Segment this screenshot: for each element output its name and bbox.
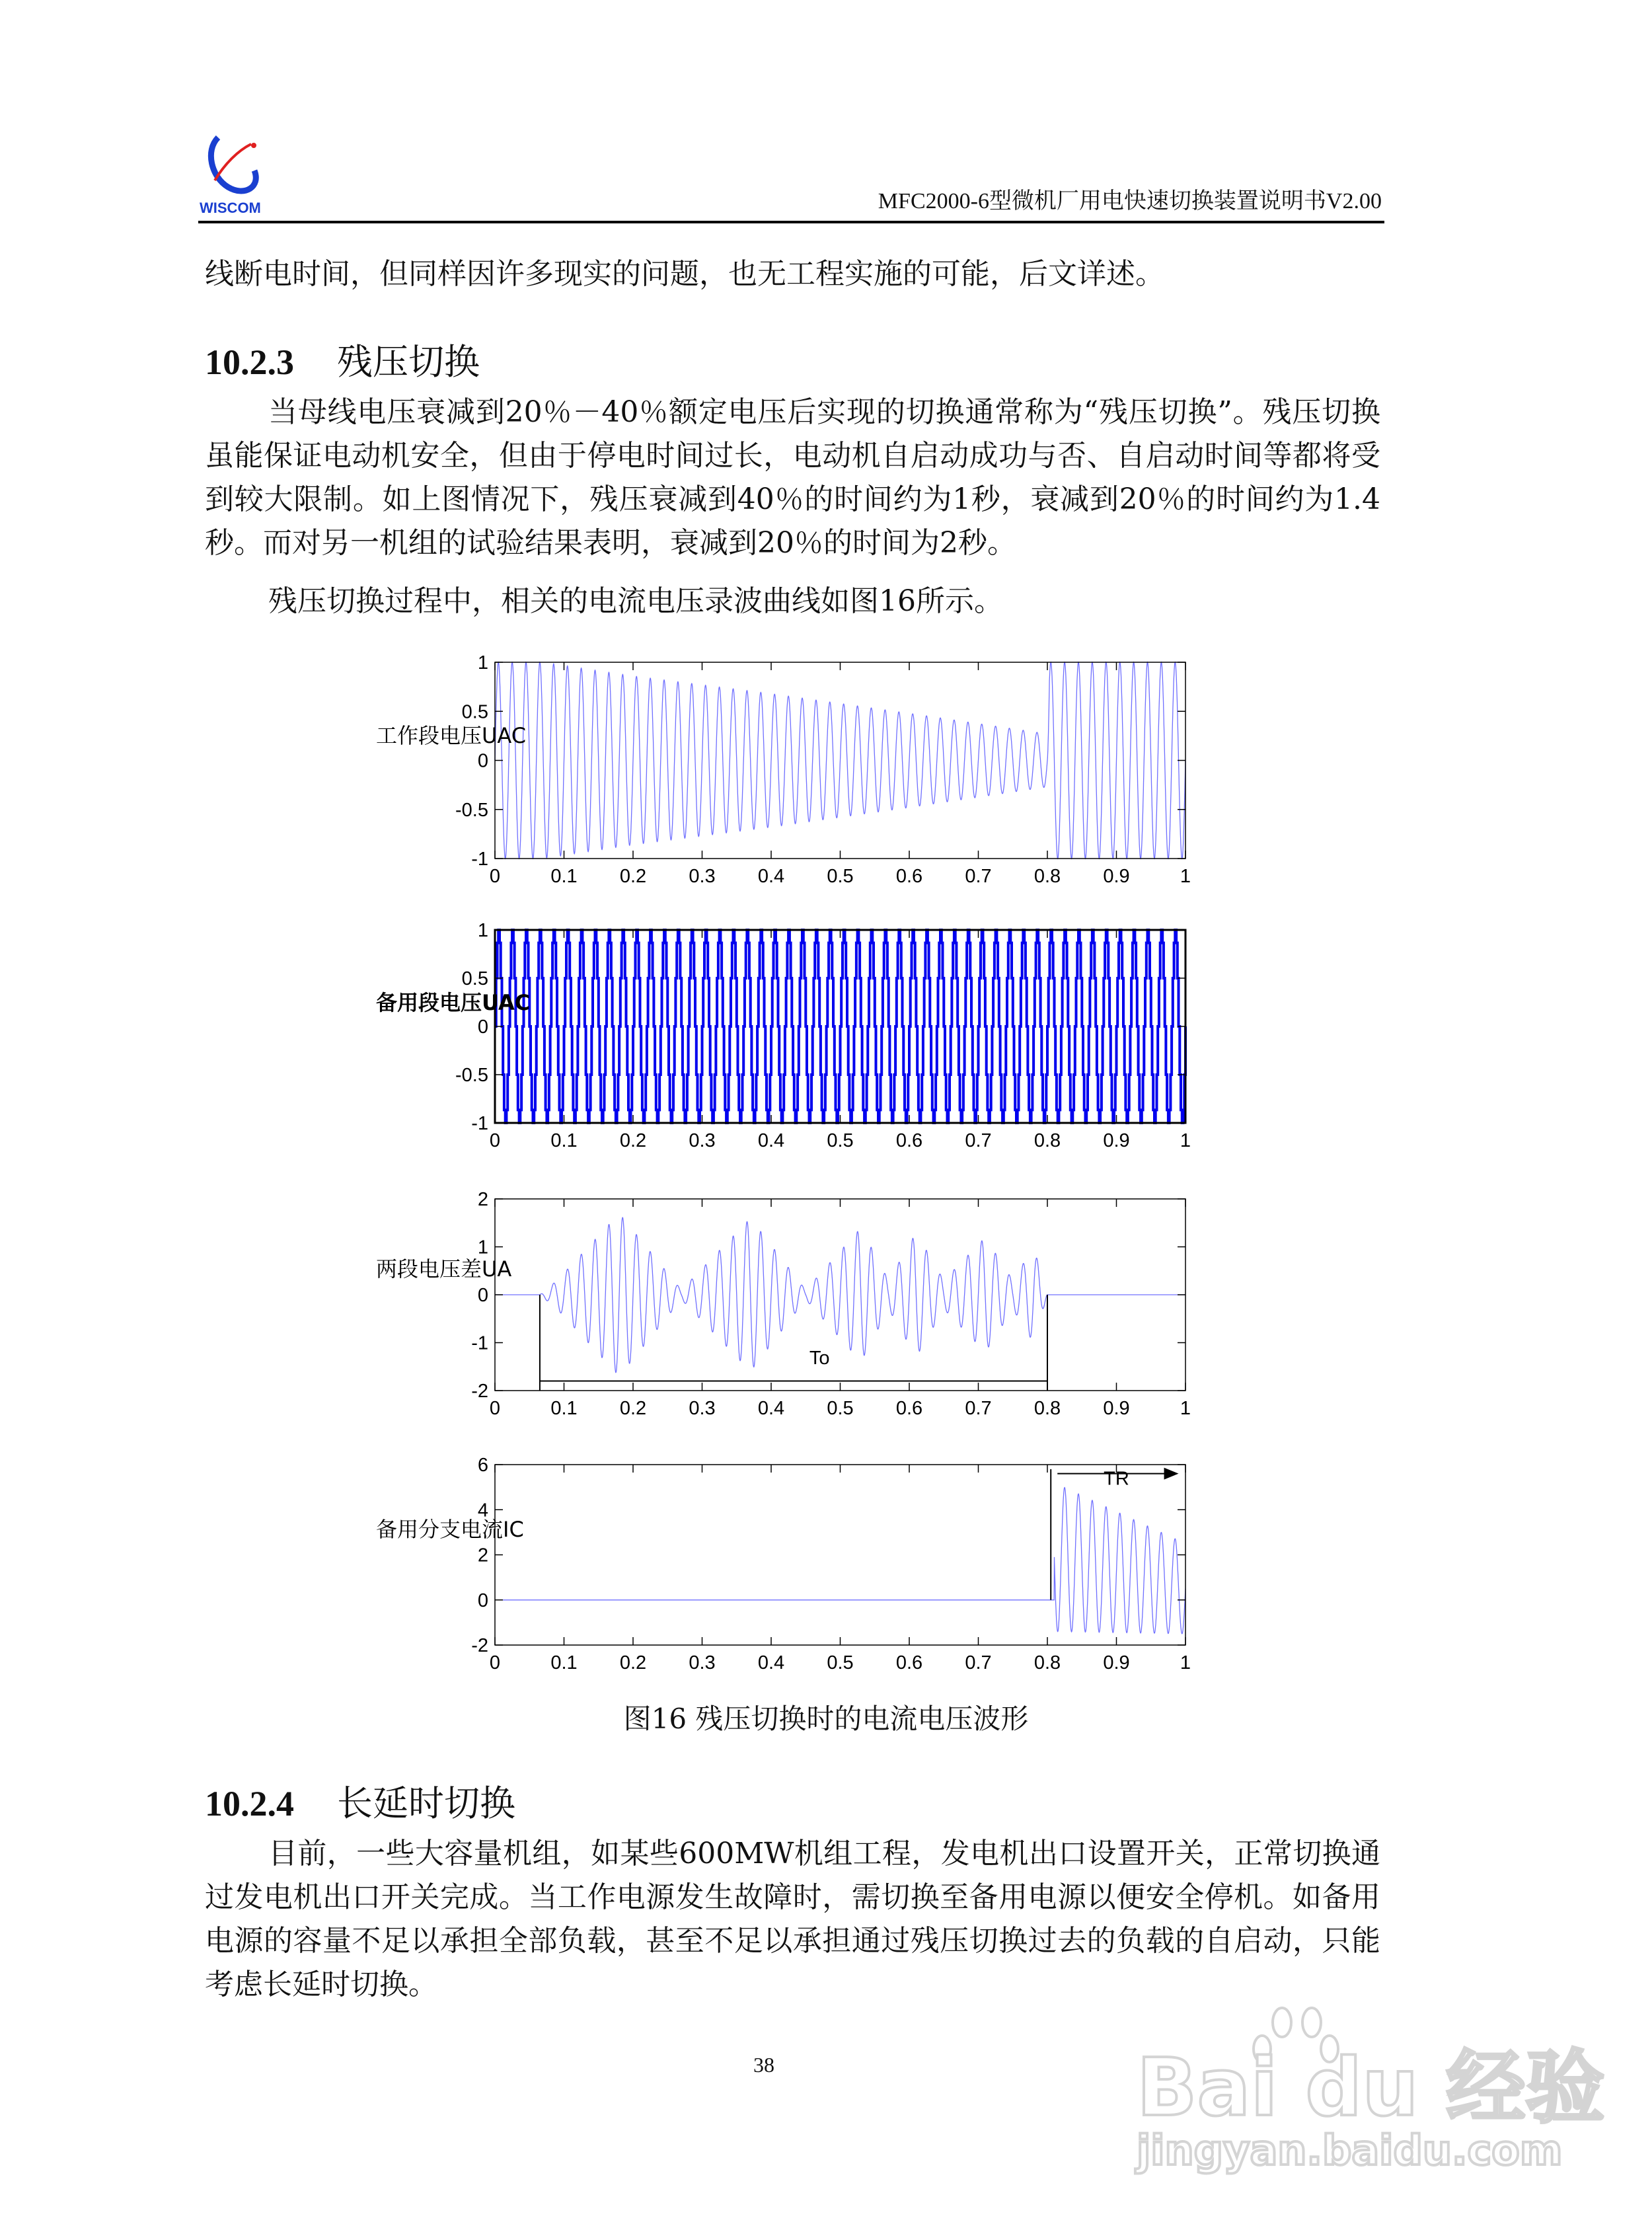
y-tick-label: 1 xyxy=(477,920,488,941)
x-tick-label: 0.2 xyxy=(619,1130,647,1151)
baidu-jingyan-watermark xyxy=(1123,2003,1605,2181)
x-tick-label: 0.9 xyxy=(1103,1398,1130,1419)
y-tick-label: 0.5 xyxy=(461,701,488,723)
x-tick-label: 0.4 xyxy=(757,1130,785,1151)
figure-caption: 图16 残压切换时的电流电压波形 xyxy=(623,1703,1029,1735)
x-tick-label: 1 xyxy=(1180,1398,1191,1419)
y-tick-label: 0 xyxy=(477,750,488,772)
x-tick-label: 0.2 xyxy=(619,1398,647,1419)
header-title: MFC2000-6型微机厂用电快速切换装置说明书V2.00 xyxy=(878,189,1382,213)
x-tick-label: 0 xyxy=(489,1130,501,1151)
y-tick-label: 0 xyxy=(477,1017,488,1038)
watermark-url: jingyan.baidu.com xyxy=(1137,2126,1563,2174)
y-tick-label: -1 xyxy=(471,1113,488,1134)
y-axis-label: 备用分支电流IC xyxy=(376,1517,524,1542)
x-tick-label: 0.6 xyxy=(895,1652,923,1673)
x-tick-label: 0.3 xyxy=(689,1398,716,1419)
series-line xyxy=(495,930,1185,1123)
annotation-label: TR xyxy=(1104,1468,1129,1490)
y-tick-label: -2 xyxy=(471,1381,488,1402)
x-tick-label: 0.2 xyxy=(619,1652,647,1673)
chart-panel-3 xyxy=(376,1189,1191,1419)
x-tick-label: 0.5 xyxy=(827,1398,854,1419)
x-tick-label: 1 xyxy=(1180,1130,1191,1151)
y-tick-label: -2 xyxy=(471,1635,488,1656)
y-tick-label: -1 xyxy=(471,1332,488,1354)
paragraph: 目前，一些大容量机组，如某些600MW机组工程，发电机出口设置开关，正常切换通过发电机出口开关完成。当工作电源发生故障时，需切换至备用电源以便安全停机。如备用电源的容量不足以承担全部负载，甚至不足以承担通过残压切换过去的负载的自启动，只能考虑长延时切换。 xyxy=(205,1837,1380,2001)
y-tick-label: 4 xyxy=(477,1500,488,1521)
section-number: 10.2.4 xyxy=(205,1784,294,1823)
paragraph: 残压切换过程中，相关的电流电压录波曲线如图16所示。 xyxy=(268,584,1003,618)
x-tick-label: 1 xyxy=(1180,866,1191,887)
y-tick-label: -0.5 xyxy=(455,1065,488,1086)
section-heading-10-2-4 xyxy=(205,1775,515,1826)
annotation-label: To xyxy=(809,1348,830,1369)
x-tick-label: 0.9 xyxy=(1103,1130,1130,1151)
y-axis-label: 两段电压差UA xyxy=(376,1256,512,1282)
intro-line: 线断电时间，但同样因许多现实的问题，也无工程实施的可能，后文详述。 xyxy=(205,257,1164,291)
x-tick-label: 0.7 xyxy=(965,1130,992,1151)
x-tick-label: 0.4 xyxy=(757,1398,785,1419)
x-tick-label: 0.7 xyxy=(965,1398,992,1419)
paragraph: 当母线电压衰减到20％－40％额定电压后实现的切换通常称为“残压切换”。残压切换虽能保证电动机安全，但由于停电时间过长，电动机自启动成功与否、自启动时间等都将受到较大限制。如上图情况下，残压衰减到40％的时间约为1秒，衰减到20％的时间约为1.4秒。而对另一机组的试验结果表明，衰减到20％的时间为2秒。 xyxy=(205,395,1380,560)
page-number: 38 xyxy=(753,2053,774,2077)
y-tick-label: 2 xyxy=(477,1189,488,1210)
series-line xyxy=(495,1217,1185,1372)
y-tick-label: -0.5 xyxy=(455,799,488,821)
y-tick-label: 6 xyxy=(477,1455,488,1476)
chart-panel-1 xyxy=(376,652,1191,887)
x-tick-label: 0 xyxy=(489,866,501,887)
series-line xyxy=(495,1488,1185,1634)
x-tick-label: 0.4 xyxy=(757,1652,785,1673)
section-title: 残压切换 xyxy=(337,341,480,383)
x-tick-label: 0.1 xyxy=(550,1652,578,1673)
svg-text:WISCOM: WISCOM xyxy=(200,200,261,216)
x-tick-label: 0.1 xyxy=(550,866,578,887)
section-number: 10.2.3 xyxy=(205,342,294,382)
x-tick-label: 0.3 xyxy=(689,866,716,887)
watermark-brand: Bai du 经验 xyxy=(1137,2042,1605,2134)
y-axis-label: 工作段电压UAC xyxy=(376,723,527,748)
x-tick-label: 0.7 xyxy=(965,1652,992,1673)
x-tick-label: 0.9 xyxy=(1103,866,1130,887)
y-tick-label: 0 xyxy=(477,1590,488,1611)
x-tick-label: 0.8 xyxy=(1033,1652,1061,1673)
y-tick-label: 0 xyxy=(477,1285,488,1306)
y-tick-label: 2 xyxy=(477,1545,488,1566)
x-tick-label: 1 xyxy=(1180,1652,1191,1673)
x-tick-label: 0.6 xyxy=(895,1130,923,1151)
x-tick-label: 0.8 xyxy=(1033,1398,1061,1419)
x-tick-label: 0.5 xyxy=(827,866,854,887)
y-axis-label: 备用段电压UAC xyxy=(376,990,531,1015)
x-tick-label: 0.5 xyxy=(827,1130,854,1151)
x-tick-label: 0.3 xyxy=(689,1652,716,1673)
y-tick-label: 0.5 xyxy=(461,968,488,989)
x-tick-label: 0.3 xyxy=(689,1130,716,1151)
series-line xyxy=(495,662,1185,859)
x-tick-label: 0.1 xyxy=(550,1130,578,1151)
y-tick-label: 1 xyxy=(477,1237,488,1258)
x-tick-label: 0.5 xyxy=(827,1652,854,1673)
section-title: 长延时切换 xyxy=(337,1783,515,1824)
x-tick-label: 0.8 xyxy=(1033,866,1061,887)
x-tick-label: 0 xyxy=(489,1652,501,1673)
x-tick-label: 0.1 xyxy=(550,1398,578,1419)
x-tick-label: 0.2 xyxy=(619,866,647,887)
x-tick-label: 0.7 xyxy=(965,866,992,887)
chart-panel-4 xyxy=(376,1455,1191,1673)
x-tick-label: 0 xyxy=(489,1398,501,1419)
x-tick-label: 0.8 xyxy=(1033,1130,1061,1151)
y-tick-label: -1 xyxy=(471,849,488,870)
arrow-head-icon xyxy=(1164,1468,1179,1480)
chart-panel-2 xyxy=(376,920,1191,1151)
y-tick-label: 1 xyxy=(477,652,488,673)
x-tick-label: 0.6 xyxy=(895,1398,923,1419)
x-tick-label: 0.4 xyxy=(757,866,785,887)
x-tick-label: 0.9 xyxy=(1103,1652,1130,1673)
x-tick-label: 0.6 xyxy=(895,866,923,887)
